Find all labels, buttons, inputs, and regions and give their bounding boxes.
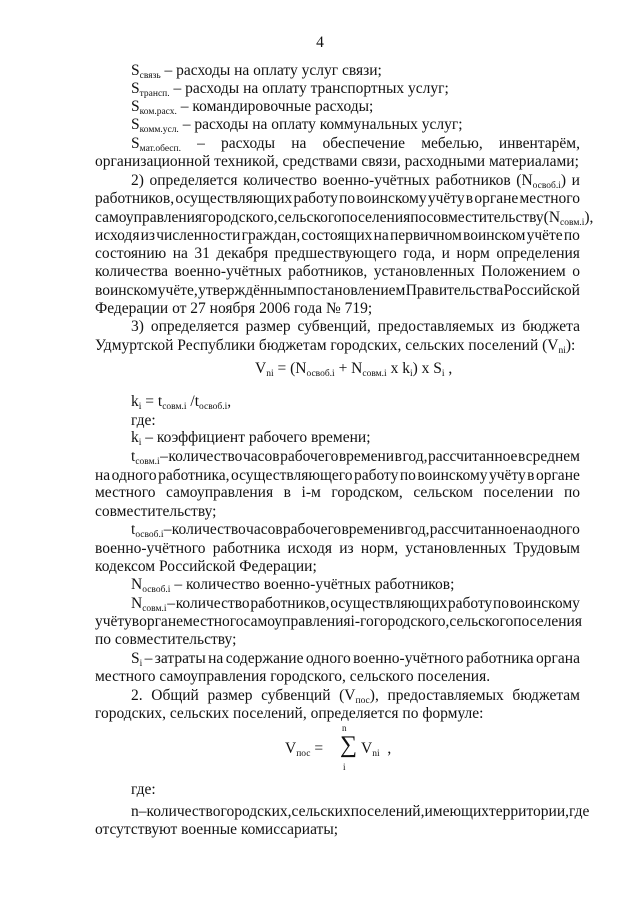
text-line-16: Удмуртской Республики бюджетам городских, сельских поселений $(V_{ni})$: — [95, 337, 576, 356]
text-line-28: $N_{освоб.i}$ – количество военно-учётных работников; — [131, 576, 455, 595]
text-line-6: организационной техникой, средствами связи, расходными материалами; — [95, 153, 579, 170]
text-line-27: кодексом Российской Федерации; — [95, 558, 317, 575]
text-line-36: $V_{пос}$ = — [285, 740, 324, 759]
text-line-19: где: — [131, 412, 156, 429]
text-line-30: учёту в органе местного самоуправления i-го городского, сельского поселения — [95, 613, 582, 630]
text-line-38: где: — [131, 781, 156, 798]
text-line-18: $k_i = t_{совм.i}$ $/t_{освоб.i}$, — [131, 393, 232, 412]
text-line-22: на одного работника, осуществляющего работу по воинскому учёту в органе — [95, 467, 580, 484]
text-line-13: воинском учёте, утверждённым постановлением Правительства Российской — [95, 282, 580, 299]
text-line-8: работников, осуществляющих работу по воинскому учёту в органе местного — [95, 190, 580, 207]
text-line-29: $N_{совм.i}$ – количество работников, осуществляющих работу по воинскому — [131, 595, 580, 614]
text-line-11: состоянию на 31 декабря предшествующего года, и норм определения — [95, 245, 580, 262]
text-line-37: $V_{ni}$ , — [361, 740, 392, 759]
text-line-15: 3) определяется размер субвенций, предоставляемых из бюджета — [131, 318, 580, 335]
text-line-3: $S_{ком.расх.}$ – командировочные расходы; — [131, 98, 374, 117]
text-line-33: местного самоуправления городского, сельского поселения. — [95, 668, 491, 685]
text-line-1: $S_{связь}$ – расходы на оплату услуг связи; — [131, 62, 382, 81]
text-line-23: местного самоуправления в i-м городском, сельском поселении по — [95, 484, 580, 501]
text-line-5: $S_{мат.обесп.}$ – расходы на обеспечение мебелью, инвентарём, — [131, 135, 580, 154]
text-line-17: $V_{ni} = (N_{освоб.i} + N_{совм.i}$ x $k_i$) x $S_i$ , — [255, 360, 453, 379]
text-line-21: $t_{совм.i}$ – количество часов рабочего времени в год, рассчитанное в среднем — [131, 448, 580, 467]
sum-upper-limit: n — [342, 723, 347, 733]
text-line-34: 2. Общий размер субвенций $(V_{пос})$, предоставляемых бюджетам — [131, 687, 580, 706]
text-line-7: 2) определяется количество военно-учётных работников $(N_{освоб.i})$ и — [131, 172, 580, 191]
text-line-12: количества военно-учётных работников, установленных Положением о — [95, 263, 580, 280]
text-line-35: городских, сельских поселений, определяется по формуле: — [95, 705, 484, 722]
text-line-4: $S_{комм.усл.}$ – расходы на оплату коммунальных услуг; — [131, 116, 463, 135]
text-line-9: самоуправления городского, сельского поселения по совместительству $(N_{совм.i})$, — [95, 209, 594, 228]
page-number: 4 — [316, 34, 324, 51]
text-line-14: Федерации от 27 ноября 2006 года № 719; — [95, 300, 373, 317]
text-line-2: $S_{трансп.}$ – расходы на оплату транспортных услуг; — [131, 80, 449, 99]
text-line-25: $t_{освоб.i}$ – количество часов рабочего времени в год, рассчитанное на одного — [131, 521, 580, 540]
text-line-39: n – количество городских, сельских поселений, имеющих территории, где — [131, 803, 590, 820]
text-line-20: $k_i$ – коэффициент рабочего времени; — [131, 429, 371, 448]
text-line-26: военно-учётного работника исходя из норм, установленных Трудовым — [95, 540, 580, 557]
sigma-symbol: ∑ — [340, 732, 358, 758]
text-line-31: по совместительству; — [95, 631, 237, 648]
sum-lower-limit: i — [343, 762, 346, 772]
text-line-32: $S_i$ – затраты на содержание одного военно-учётного работника органа — [131, 650, 580, 669]
text-line-40: отсутствуют военные комиссариаты; — [95, 821, 339, 838]
text-line-10: исходя из численности граждан, состоящих на первичном воинском учёте по — [95, 227, 580, 244]
text-line-24: совместительству; — [95, 503, 217, 520]
